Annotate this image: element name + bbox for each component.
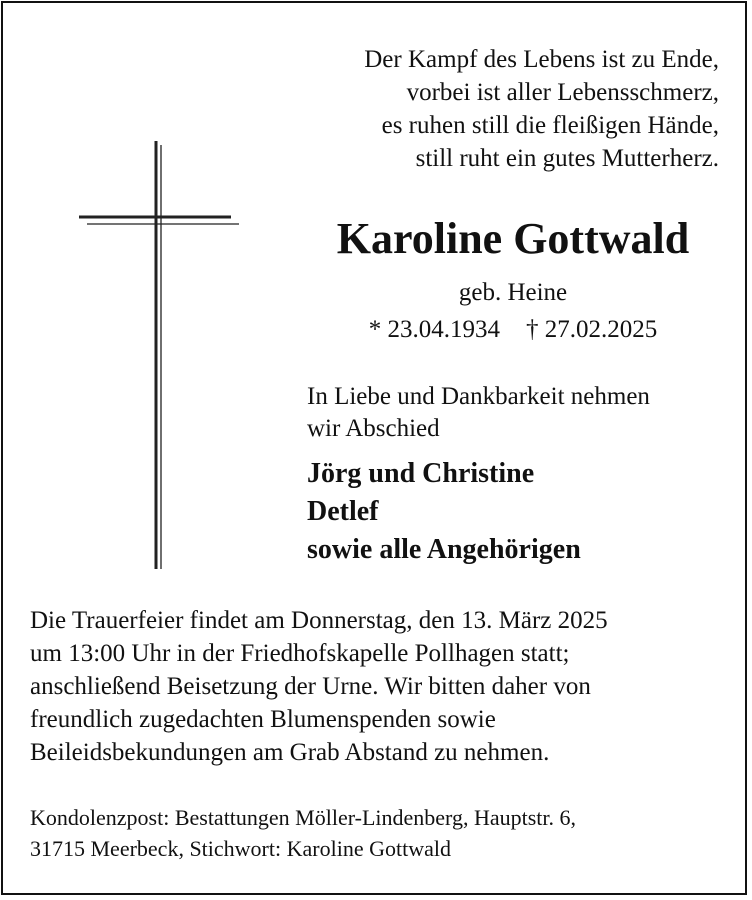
poem-line: still ruht ein gutes Mutterherz. bbox=[415, 145, 719, 172]
service-line: anschließend Beisetzung der Urne. Wir bitten daher von bbox=[30, 673, 591, 700]
life-dates bbox=[303, 314, 723, 346]
maiden-name: geb. Heine bbox=[458, 279, 568, 306]
condolence-address bbox=[30, 802, 730, 864]
service-line: freundlich zugedachten Blumenspenden sowie bbox=[30, 706, 496, 733]
deceased-name: Karoline Gottwald bbox=[336, 214, 690, 263]
notice-frame bbox=[1, 1, 747, 895]
farewell-line: wir Abschied bbox=[307, 415, 440, 442]
service-info bbox=[30, 604, 730, 769]
mourners-list bbox=[307, 455, 727, 569]
poem bbox=[364, 43, 719, 175]
birth-date: * 23.04.1934 bbox=[368, 316, 500, 343]
mourner: Detlef bbox=[307, 496, 379, 527]
mourner: sowie alle Angehörigen bbox=[307, 534, 581, 565]
poem-line: Der Kampf des Lebens ist zu Ende, bbox=[364, 46, 719, 73]
poem-line: es ruhen still die fleißigen Hände, bbox=[381, 112, 719, 139]
farewell-text bbox=[307, 381, 727, 445]
farewell-line: In Liebe und Dankbarkeit nehmen bbox=[307, 383, 650, 410]
poem-line: vorbei ist aller Lebensschmerz, bbox=[406, 79, 719, 106]
service-line: Die Trauerfeier findet am Donnerstag, den 13. März 2025 bbox=[30, 607, 608, 634]
death-date: † 27.02.2025 bbox=[526, 316, 658, 343]
condolence-line: 31715 Meerbeck, Stichwort: Karoline Gottwald bbox=[30, 836, 451, 861]
cross-icon bbox=[3, 3, 263, 603]
mourner: Jörg und Christine bbox=[307, 458, 535, 489]
service-line: um 13:00 Uhr in der Friedhofskapelle Pollhagen statt; bbox=[30, 640, 570, 667]
service-line: Beileidsbekundungen am Grab Abstand zu nehmen. bbox=[30, 739, 550, 766]
condolence-line: Kondolenzpost: Bestattungen Möller-Lindenberg, Hauptstr. 6, bbox=[30, 805, 577, 830]
